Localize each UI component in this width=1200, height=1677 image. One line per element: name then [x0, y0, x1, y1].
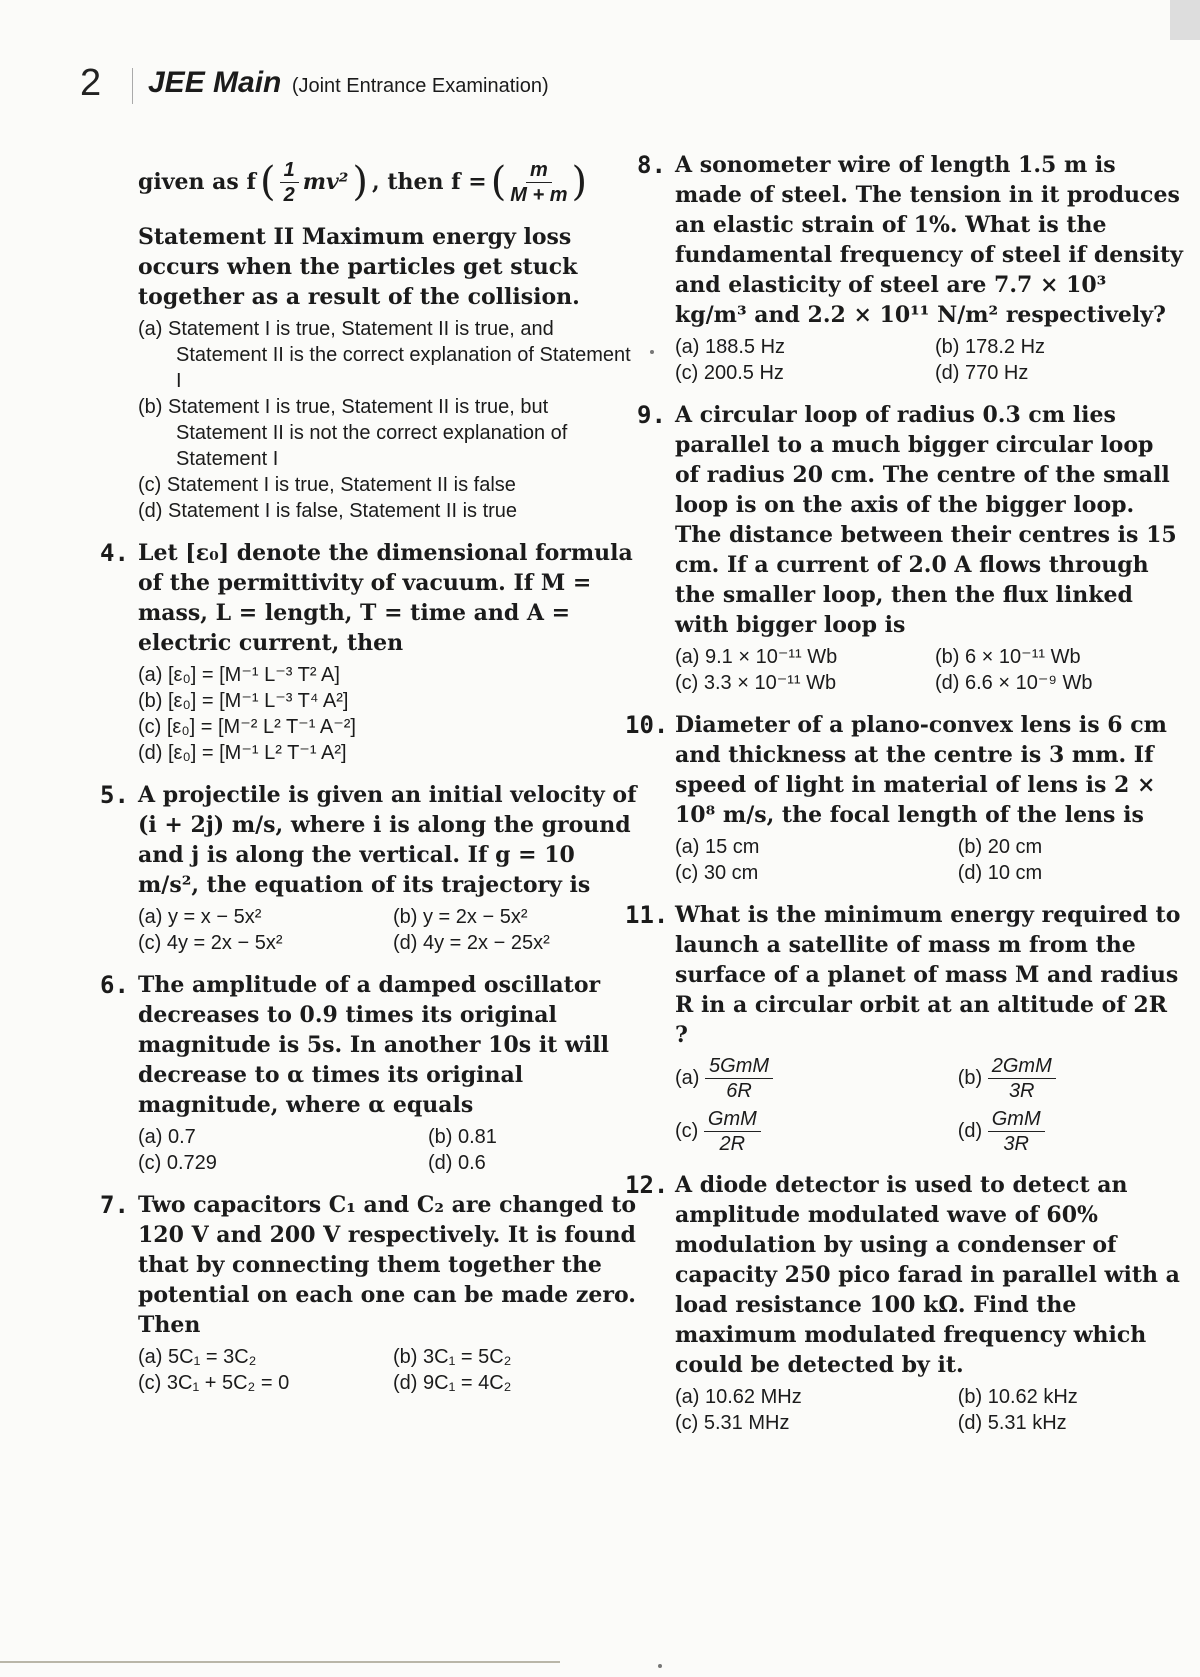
question-10 — [625, 710, 1185, 886]
page-number: 2 — [80, 62, 102, 104]
question-text: A circular loop of radius 0.3 cm lies parallel to a much bigger circular loop of radius 20 cm. The centre of the small loop is on the axis of the bigger loop. The distance between their centres is 15 cm. If a current of 2.0 A flows through the smaller loop, then the flux linked with bigger loop is — [675, 402, 1177, 638]
option-d: (d) 4y = 2x − 25x² — [393, 932, 550, 954]
option-c: (c) 30 cm — [675, 862, 759, 884]
option-d: (d) 0.6 — [428, 1152, 486, 1174]
question-4 — [100, 538, 638, 766]
statement-2-label: Statement II — [138, 224, 295, 250]
statement-2-text: Maximum energy loss occurs when the particles get stuck together as a result of the collision. — [138, 224, 580, 310]
option-d: (d) [ε₀] = [M⁻¹ L² T⁻¹ A²] — [138, 742, 347, 764]
option-c: (c) Statement I is true, Statement II is false — [138, 474, 516, 496]
question-number: 8. — [637, 151, 666, 179]
given-prefix: given as f — [138, 169, 256, 195]
q7-options — [138, 1344, 638, 1396]
question-3-continued — [138, 150, 638, 524]
question-11 — [625, 900, 1185, 1156]
question-text: Diameter of a plano-convex lens is 6 cm and thickness at the centre is 3 mm. If speed of light in material of lens is 2 × 10⁸ m/s, the focal length of the lens is — [675, 712, 1167, 828]
question-number: 11. — [625, 901, 669, 929]
mass-fraction: $\frac{m}{M + m}$ — [510, 158, 568, 206]
question-5 — [100, 780, 638, 956]
option-d: (d) 5.31 kHz — [957, 1412, 1067, 1434]
question-12 — [625, 1170, 1185, 1436]
option-b: (b) [ε₀] = [M⁻¹ L⁻³ T⁴ A²] — [138, 690, 349, 712]
option-a: (a) Statement I is true, Statement II is true, and Statement II is the correct explanation of Statement I — [138, 318, 631, 392]
question-text: A diode detector is used to detect an amplitude modulated wave of 60% modulation by using a condenser of capacity 250 pico farad in parallel with a load resistance 100 kΩ. Find the maximum modulated frequency which could be detected by it. — [675, 1172, 1180, 1378]
option-b: (b) y = 2x − 5x² — [393, 906, 528, 928]
q5-options — [138, 904, 638, 956]
option-b: (b) 178.2 Hz — [935, 336, 1046, 358]
option-c: (c) $\frac{\text{GmM}}{2R}$ — [675, 1107, 948, 1156]
q9-options — [675, 644, 1185, 696]
scan-speck — [658, 1664, 662, 1668]
q12-options — [675, 1384, 1185, 1436]
q3-options — [138, 316, 638, 524]
scan-speck — [650, 350, 654, 354]
question-text: A projectile is given an initial velocity of (i + 2j) m/s, where i is along the ground and j is along the vertical. If g = 10 m/s², the equation of its trajectory is — [138, 782, 637, 898]
page-bottom-edge — [0, 1661, 560, 1663]
page-edge-shadow — [1170, 0, 1200, 40]
option-a: (a) [ε₀] = [M⁻¹ L⁻³ T² A] — [138, 664, 340, 686]
option-a: (a) y = x − 5x² — [138, 906, 262, 928]
option-a: (a) 10.62 MHz — [675, 1386, 802, 1408]
question-number: 9. — [637, 401, 666, 429]
statement-2 — [138, 222, 638, 312]
header-title: JEE Main — [148, 66, 282, 99]
option-d: (d) $\frac{\text{GmM}}{3R}$ — [958, 1107, 1185, 1156]
header-subtitle: (Joint Entrance Examination) — [291, 75, 549, 97]
q10-options — [675, 834, 1185, 886]
q8-options — [675, 334, 1185, 386]
option-c: (c) 3C₁ + 5C₂ = 0 — [138, 1372, 290, 1394]
q4-options — [138, 662, 638, 766]
question-9 — [637, 400, 1185, 696]
question-number: 5. — [100, 781, 129, 809]
option-d: (d) 9C₁ = 4C₂ — [393, 1372, 512, 1394]
left-column — [100, 150, 638, 1410]
question-number: 7. — [100, 1191, 129, 1219]
option-b: (b) 3C₁ = 5C₂ — [393, 1346, 512, 1368]
q6-options — [138, 1124, 638, 1176]
option-b: (b) Statement I is true, Statement II is true, but Statement II is not the correct explanation of Statement I — [138, 396, 568, 470]
then-text: , then f = — [372, 169, 487, 195]
running-header — [148, 66, 549, 100]
option-c: (c) 3.3 × 10⁻¹¹ Wb — [675, 672, 837, 694]
option-a: (a) 9.1 × 10⁻¹¹ Wb — [675, 646, 838, 668]
option-d: (d) Statement I is false, Statement II is true — [138, 500, 518, 522]
option-a: (a) $\frac{\text{5GmM}}{6R}$ — [675, 1054, 948, 1103]
question-number: 12. — [625, 1171, 669, 1199]
option-a: (a) 15 cm — [675, 836, 760, 858]
question-number: 6. — [100, 971, 129, 999]
half-fraction: $\frac{1}{2}$ — [280, 158, 299, 207]
question-text: Let [ε₀] denote the dimensional formula of the permittivity of vacuum. If M = mass, L = length, T = time and A = electric current, then — [138, 540, 633, 656]
option-c: (c) [ε₀] = [M⁻² L² T⁻¹ A⁻²] — [138, 716, 356, 738]
question-text: Two capacitors C₁ and C₂ are changed to 120 V and 200 V respectively. It is found that by connecting them together the potential on each one can be made zero. Then — [138, 1192, 637, 1338]
option-c: (c) 0.729 — [138, 1152, 217, 1174]
right-column — [625, 150, 1185, 1450]
option-a: (a) 5C₁ = 3C₂ — [138, 1346, 257, 1368]
question-text: The amplitude of a damped oscillator decreases to 0.9 times its original magnitude is 5s. In another 10s it will decrease to α times its original magnitude, where α equals — [138, 972, 610, 1118]
option-c: (c) 5.31 MHz — [675, 1412, 790, 1434]
q11-options — [675, 1054, 1185, 1156]
option-d: (d) 10 cm — [957, 862, 1043, 884]
question-text: A sonometer wire of length 1.5 m is made of steel. The tension in it produces an elastic strain of 1%. What is the fundamental frequency of steel if density and elasticity of steel are 7.7 × 10³ kg/m³ and 2.2 × 10¹¹ N/m² respectively? — [675, 152, 1183, 328]
option-b: (b) 0.81 — [428, 1126, 497, 1148]
option-d: (d) 6.6 × 10⁻⁹ Wb — [935, 672, 1093, 694]
question-number: 10. — [625, 711, 669, 739]
question-8 — [637, 150, 1185, 386]
option-b: (b) $\frac{\text{2GmM}}{3R}$ — [958, 1054, 1185, 1103]
header-divider — [132, 68, 133, 104]
option-b: (b) 6 × 10⁻¹¹ Wb — [935, 646, 1081, 668]
given-expression: given as f ( $\frac{1}{2}$ mv² ) , then f = ( $\frac{m}{M + m}$ ) — [138, 158, 588, 206]
question-7 — [100, 1190, 638, 1396]
option-c: (c) 4y = 2x − 5x² — [138, 932, 283, 954]
option-d: (d) 770 Hz — [935, 362, 1029, 384]
option-b: (b) 10.62 kHz — [957, 1386, 1078, 1408]
option-a: (a) 188.5 Hz — [675, 336, 786, 358]
option-c: (c) 200.5 Hz — [675, 362, 784, 384]
question-number: 4. — [100, 539, 129, 567]
question-6 — [100, 970, 638, 1176]
question-text: What is the minimum energy required to launch a satellite of mass m from the surface of a planet of mass M and radius R in a circular orbit at an altitude of 2R ? — [675, 902, 1181, 1048]
option-b: (b) 20 cm — [957, 836, 1043, 858]
option-a: (a) 0.7 — [138, 1126, 196, 1148]
